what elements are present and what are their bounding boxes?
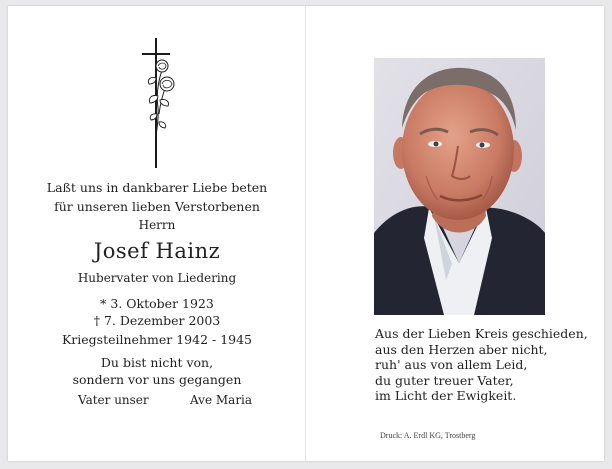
verse-line: Aus der Lieben Kreis geschieden, xyxy=(375,326,588,341)
verse-line: ruh' aus von allem Leid, xyxy=(375,357,528,372)
verse-line: Du bist nicht von, xyxy=(100,355,214,370)
salutation: Herrn xyxy=(138,218,176,232)
left-verse xyxy=(8,354,306,388)
right-verse xyxy=(375,326,588,404)
card-left-panel xyxy=(8,6,306,461)
verse-line: du guter treuer Vater, xyxy=(375,372,514,388)
war-service: Kriegsteilnehmer 1942 - 1945 xyxy=(61,332,253,347)
verse-line: sondern vor uns gegangen xyxy=(72,372,242,387)
intro-line: Laßt uns in dankbarer Liebe beten xyxy=(46,180,268,195)
portrait-photo xyxy=(374,58,545,315)
intro-text xyxy=(8,178,306,216)
prayer-vater-unser: Vater unser xyxy=(78,393,149,407)
verse-line: aus den Herzen aber nicht, xyxy=(375,341,548,357)
portrait-illustration xyxy=(374,58,545,315)
death-date: † 7. Dezember 2003 xyxy=(93,313,221,328)
deceased-name: Josef Hainz xyxy=(93,239,221,263)
deceased-role: Hubervater von Liedering xyxy=(77,271,237,285)
verse-line: im Licht der Ewigkeit. xyxy=(375,388,517,403)
intro-line: für unseren lieben Verstorbenen xyxy=(54,199,260,214)
printer-credit: Druck: A. Erdl KG, Trostberg xyxy=(380,431,476,440)
life-dates xyxy=(8,295,306,329)
birth-date: * 3. Oktober 1923 xyxy=(100,296,214,311)
cross-with-rose-icon xyxy=(132,34,180,170)
prayer-ave-maria: Ave Maria xyxy=(190,393,253,407)
